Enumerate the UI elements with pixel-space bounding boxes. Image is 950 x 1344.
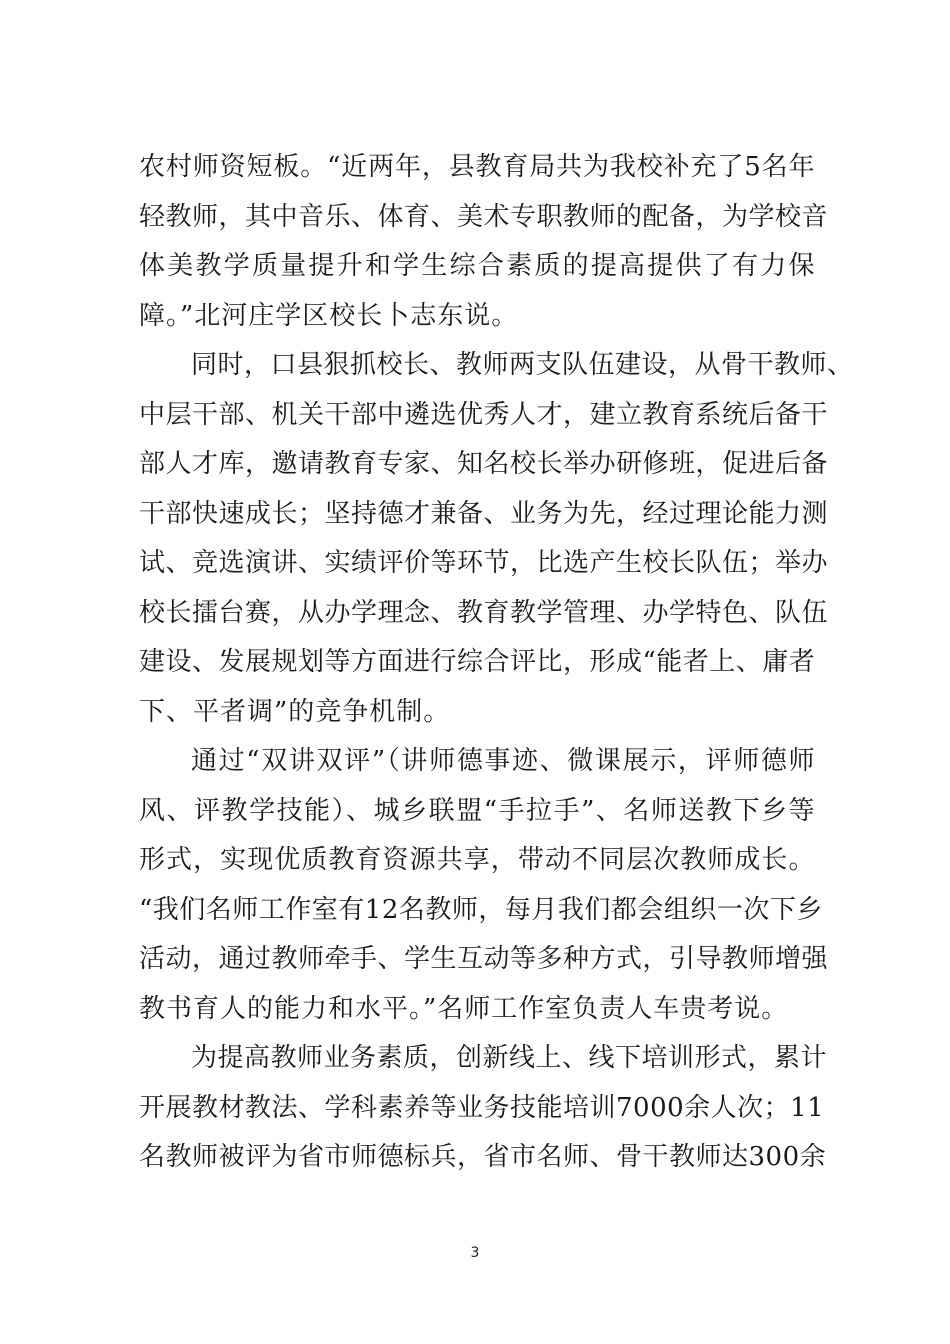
text-line: 风、评教学技能）、城乡联盟“手拉手”、名师送教下乡等 (139, 795, 815, 826)
text-line: 干部快速成长；坚持德才兼备、业务为先，经过理论能力测 (139, 498, 829, 529)
text-line: 轻教师，其中音乐、体育、美术专职教师的配备，为学校音 (139, 201, 829, 232)
text-line: 活动，通过教师牵手、学生互动等多种方式，引导教师增强 (139, 944, 829, 974)
text-line: 农村师资短板。“近两年，县教育局共为我校补充了5名年 (139, 152, 815, 182)
text-line: “我们名师工作室有12名教师，每月我们都会组织一次下乡 (139, 894, 823, 925)
text-line: 教书育人的能力和水平。”名师工作室负责人车贵考说。 (139, 993, 789, 1024)
text-line: 试、竞选演讲、实绩评价等环节，比选产生校长队伍；举办 (139, 548, 829, 578)
text-line: 中层干部、机关干部中遴选优秀人才，建立教育系统后备干 (139, 399, 829, 430)
text-line: 形式，实现优质教育资源共享，带动不同层次教师成长。 (139, 845, 815, 875)
text-line: 同时，口县狠抓校长、教师两支队伍建设，从骨干教师、 (191, 350, 854, 380)
body-text (139, 143, 854, 1183)
text-line: 下、平者调”的竞争机制。 (139, 696, 451, 727)
text-line: 为提高教师业务素质，创新线上、线下培训形式，累计 (191, 1043, 828, 1073)
page-number: 3 (470, 1245, 480, 1261)
text-line: 建设、发展规划等方面进行综合评比，形成“能者上、庸者 (139, 647, 816, 677)
text-line: 校长擂台赛，从办学理念、教育教学管理、办学特色、队伍 (139, 597, 829, 628)
text-line: 障。”北河庄学区校长卜志东说。 (139, 300, 519, 331)
text-line: 开展教材教法、学科素养等业务技能培训7000余人次；11 (139, 1092, 825, 1123)
text-line: 体美教学质量提升和学生综合素质的提高提供了有力保 (139, 251, 815, 281)
text-line: 名教师被评为省市师德标兵，省市名师、骨干教师达300余 (139, 1142, 827, 1172)
text-line: 部人才库，邀请教育专家、知名校长举办研修班，促进后备 (139, 449, 829, 479)
text-line: 通过“双讲双评”（讲师德事迹、微课展示，评师德师 (191, 746, 815, 776)
